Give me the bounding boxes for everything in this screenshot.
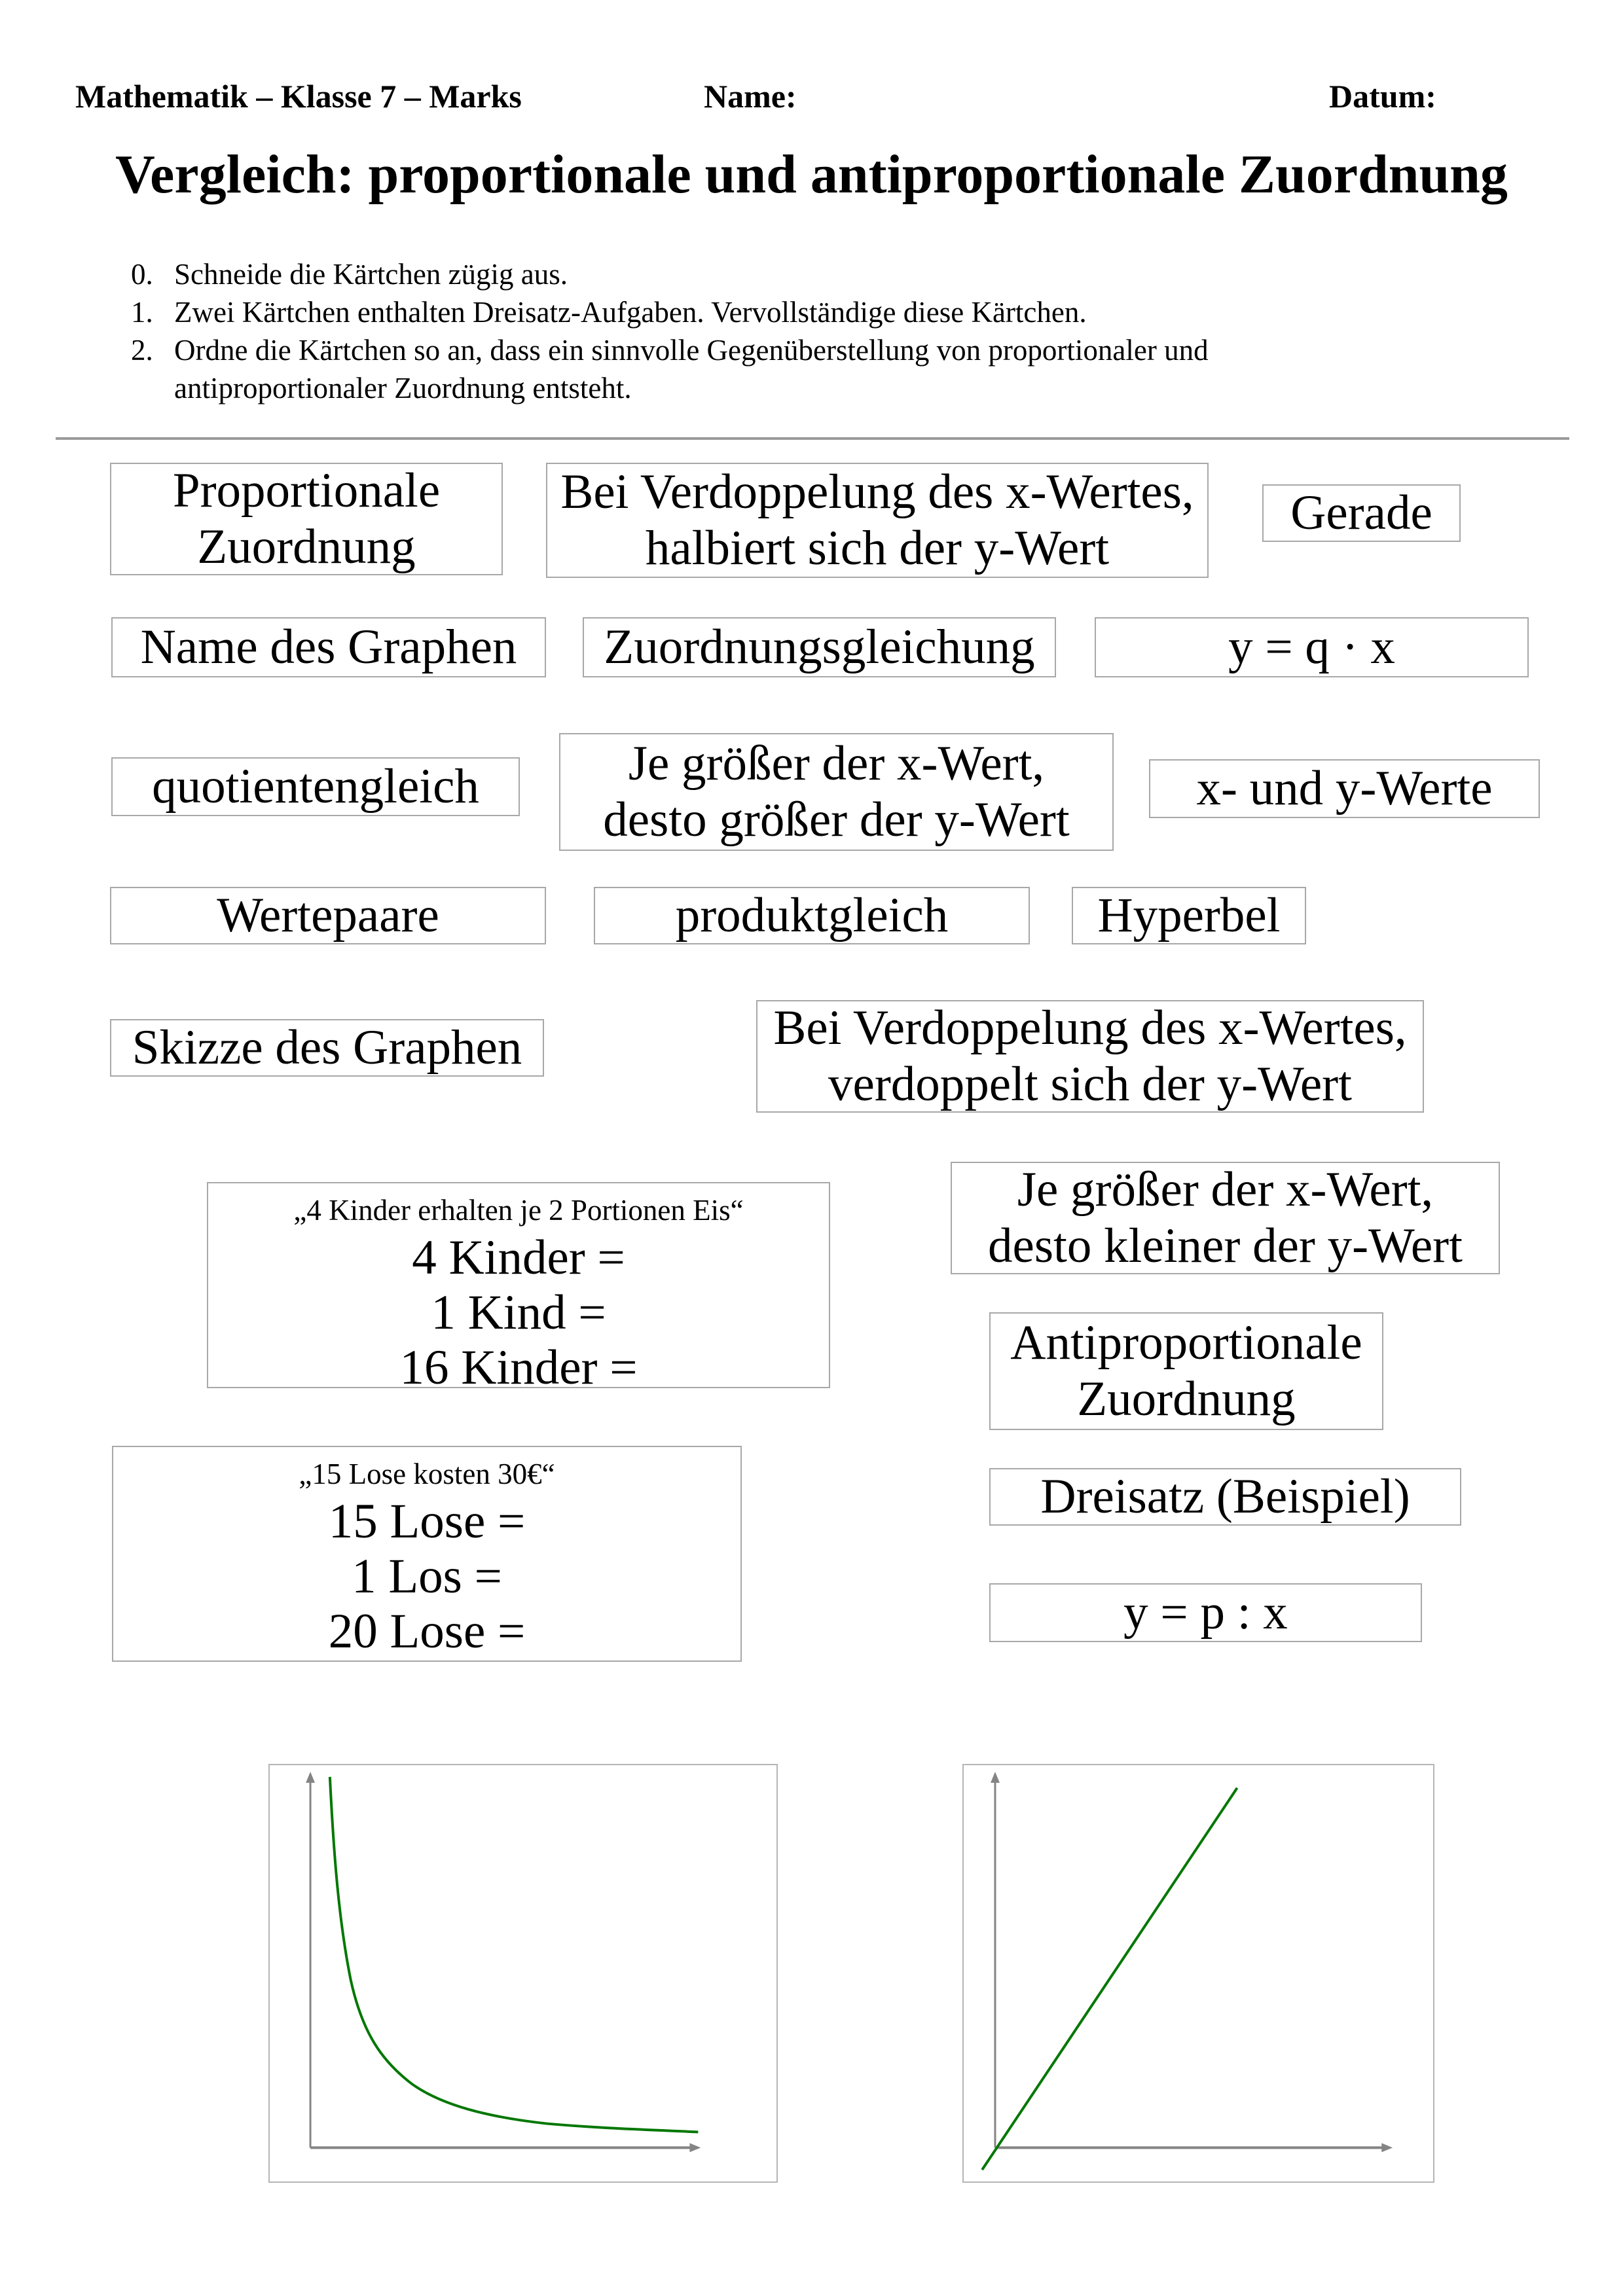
instruction-item: [131, 331, 1473, 407]
card-line: halbiert sich der y-Wert: [645, 521, 1110, 575]
instruction-text: Ordne die Kärtchen so an, dass ein sinnvolle Gegenüberstellung von proportionaler und antiproportionaler Zuordnung entsteht.: [174, 334, 1209, 404]
card-line: Antiproportionale: [1010, 1315, 1362, 1370]
card-skizze-des-graphen: [110, 1019, 544, 1077]
card-line: Dreisatz (Beispiel): [1040, 1469, 1410, 1524]
task-blank-line: 16 Kinder =: [399, 1340, 638, 1395]
card-line: Proportionale: [172, 463, 441, 518]
card-line: Je größer der x-Wert,: [628, 736, 1045, 791]
instruction-number: 1.: [131, 296, 153, 329]
hyperbola-curve: [330, 1777, 698, 2132]
task-blank-line: 20 Lose =: [328, 1604, 526, 1659]
section-divider: [56, 437, 1569, 440]
card-line: Skizze des Graphen: [132, 1020, 522, 1075]
task-quote: „4 Kinder erhalten je 2 Portionen Eis“: [293, 1194, 744, 1227]
card-gerade: [1262, 484, 1461, 542]
card-antiproportionale-zuordnung: [989, 1312, 1383, 1430]
card-line: desto kleiner der y-Wert: [988, 1219, 1463, 1273]
card-line: Je größer der x-Wert,: [1017, 1162, 1434, 1217]
instruction-number: 2.: [131, 334, 153, 367]
x-axis-arrow-icon: [689, 2143, 701, 2152]
hyperbola-sketch: [270, 1765, 776, 2181]
card-dreisatz-aufgabe-kinder: [207, 1182, 830, 1395]
proportional-graph-card: [962, 1764, 1434, 2183]
line-sketch: [964, 1765, 1433, 2181]
card-line: y = p : x: [1123, 1585, 1288, 1640]
card-line: verdoppelt sich der y-Wert: [828, 1057, 1352, 1111]
name-label: Name:: [704, 78, 797, 115]
proportional-line: [982, 1788, 1237, 2170]
card-line: y = q · x: [1228, 619, 1395, 674]
date-label: Datum:: [1329, 78, 1436, 115]
header-course: Mathematik – Klasse 7 – Marks: [75, 78, 522, 115]
task-blank-line: 15 Lose =: [328, 1494, 526, 1549]
card-je-groesser-desto-groesser: [559, 733, 1114, 851]
instruction-number: 0.: [131, 258, 153, 291]
card-line: Gerade: [1290, 485, 1432, 540]
card-wertepaare: [110, 887, 546, 944]
card-line: Wertepaare: [217, 888, 439, 942]
task-blank-line: 1 Kind =: [431, 1285, 606, 1340]
card-je-groesser-desto-kleiner: [951, 1162, 1500, 1274]
card-x-und-y-werte: [1149, 759, 1540, 818]
y-axis-arrow-icon: [991, 1772, 1000, 1783]
instruction-item: [131, 255, 1473, 293]
card-line: Hyperbel: [1097, 888, 1281, 942]
instruction-item: [131, 293, 1473, 331]
card-name-des-graphen: [111, 617, 546, 677]
card-line: quotientengleich: [152, 759, 479, 814]
card-line: Name des Graphen: [140, 619, 517, 674]
card-quotientengleich: [111, 757, 520, 816]
card-proportionale-zuordnung: [110, 463, 503, 575]
y-axis-arrow-icon: [306, 1772, 315, 1783]
x-axis-arrow-icon: [1381, 2143, 1393, 2152]
card-line: Zuordnung: [1077, 1372, 1296, 1426]
card-hyperbel: [1072, 887, 1306, 944]
page-title: Vergleich: proportionale und antiproportionale Zuordnung: [115, 144, 1508, 205]
card-line: Bei Verdoppelung des x-Wertes,: [560, 464, 1194, 519]
task-quote: „15 Lose kosten 30€“: [299, 1458, 555, 1490]
card-line: Zuordnungsgleichung: [604, 619, 1035, 674]
task-blank-line: 4 Kinder =: [412, 1230, 625, 1285]
card-dreisatz-beispiel: [989, 1468, 1461, 1526]
card-verdoppelung-verdoppelt: [756, 1000, 1424, 1113]
card-produktgleich: [594, 887, 1030, 944]
card-zuordnungsgleichung: [583, 617, 1056, 677]
card-gleichung-antiproportional: [989, 1583, 1422, 1642]
task-blank-line: 1 Los =: [352, 1549, 502, 1604]
card-verdoppelung-halbiert: [546, 463, 1209, 578]
card-line: desto größer der y-Wert: [603, 793, 1070, 847]
instruction-text: Zwei Kärtchen enthalten Dreisatz-Aufgaben. Vervollständige diese Kärtchen.: [174, 296, 1087, 329]
card-line: Zuordnung: [197, 520, 416, 574]
card-dreisatz-aufgabe-lose: [112, 1446, 742, 1662]
card-line: produktgleich: [675, 888, 949, 942]
antiproportional-graph-card: [268, 1764, 778, 2183]
instruction-text: Schneide die Kärtchen zügig aus.: [174, 258, 568, 291]
card-line: x- und y-Werte: [1196, 761, 1493, 816]
card-line: Bei Verdoppelung des x-Wertes,: [773, 1000, 1407, 1055]
instructions-list: [131, 255, 1473, 407]
card-gleichung-proportional: [1095, 617, 1529, 677]
